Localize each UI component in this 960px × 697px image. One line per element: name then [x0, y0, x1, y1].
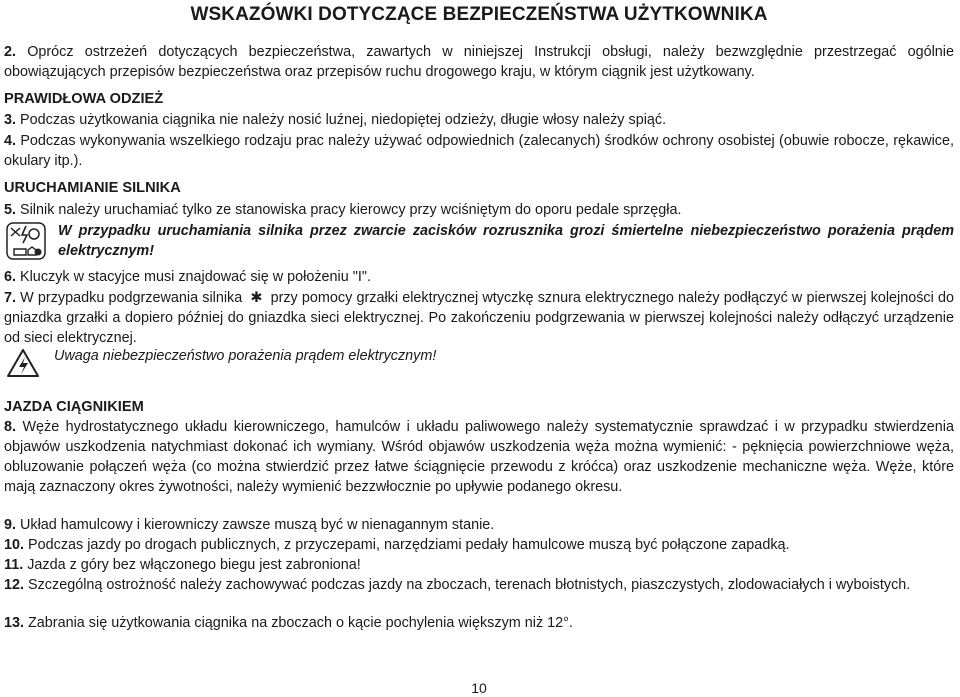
section-heading-engine-start: URUCHAMIANIE SILNIKA — [4, 180, 181, 196]
page-title: WSKAZÓWKI DOTYCZĄCE BEZPIECZEŃSTWA UŻYTKOWNIKA — [190, 4, 768, 25]
item-text: Jazda z góry bez włączonego biegu jest zabroniona! — [23, 557, 361, 573]
item-8 — [4, 417, 954, 497]
item-number: 8. — [4, 419, 17, 435]
item-number: 2. — [4, 44, 17, 60]
item-number: 3. — [4, 112, 17, 128]
item-text: Kluczyk w stacyjce musi znajdować się w położeniu "I". — [16, 269, 371, 285]
item-number: 6. — [4, 269, 17, 285]
item-text: przy pomocy grzałki elektrycznej wtyczkę sznura elektrycznego należy podłączyć w pierwszej kolejności do gniazdka grzałki a dopiero później do gniazdka sieci elektrycznej. Po zakończeniu podgrzewania w pierwszej kolejności należy odłączyć urządzenie od sieci elektrycznej. — [4, 290, 954, 346]
item-10 — [4, 535, 954, 555]
item-text: Szczególną ostrożność należy zachowywać podczas jazdy na zboczach, terenach błotnistych, piaszczystych, zlodowaciałych i wyboistych. — [24, 577, 911, 593]
item-3 — [4, 110, 954, 130]
item-text: Węże hydrostatycznego układu kierowniczego, hamulców i układu paliwowego należy systematycznie sprawdzać i w przypadku stwierdzenia objawów uszkodzenia natychmiast dokonać ich wymiany. Wśród objawów uszkodzenia węża można wymienić: - pęknięcia powierzchniowe węża, obluzowanie połączeń węża (co można stwierdzić przez łatwe ściągnięcie przewodu z króćca) oraz uszkodzenie mechaniczne węża. Węże, które mają zaznaczony okres żywotności, należy wymienić bezzwłocznie po upływie podanego okresu. — [4, 419, 954, 495]
section-heading-driving: JAZDA CIĄGNIKIEM — [4, 399, 144, 415]
item-5 — [4, 200, 954, 220]
item-number: 4. — [4, 133, 17, 149]
item-text: Zabrania się użytkowania ciągnika na zboczach o kącie pochylenia większym niż 12°. — [24, 615, 573, 631]
item-6 — [4, 267, 954, 287]
page-number: 10 — [471, 680, 487, 696]
warning-starter-text: W przypadku uruchamiania silnika przez zwarcie zacisków rozrusznika grozi śmiertelne niebezpieczeństwo porażenia prądem elektrycznym! — [58, 223, 954, 259]
item-12 — [4, 575, 954, 595]
snowflake-icon: ✱ — [250, 290, 263, 306]
item-9 — [4, 515, 954, 535]
manual-page — [4, 0, 954, 697]
item-number: 13. — [4, 615, 25, 631]
warning-shock-text: Uwaga niebezpieczeństwo porażenia prądem elektrycznym! — [54, 348, 437, 364]
section-heading-clothing: PRAWIDŁOWA ODZIEŻ — [4, 91, 164, 107]
item-13 — [4, 613, 954, 633]
item-number: 9. — [4, 517, 17, 533]
item-number: 12. — [4, 577, 25, 593]
item-text: Silnik należy uruchamiać tylko ze stanowiska pracy kierowcy przy wciśniętym do oporu pedale sprzęgła. — [16, 202, 682, 218]
item-number: 7. — [4, 290, 17, 306]
item-number: 11. — [4, 557, 24, 573]
item-text: Podczas wykonywania wszelkiego rodzaju prac należy używać odpowiednich (zalecanych) środków ochrony osobistej (obuwie robocze, rękawice, okulary itp.). — [4, 133, 954, 169]
item-text: Oprócz ostrzeżeń dotyczących bezpieczeństwa, zawartych w niniejszej Instrukcji obsługi, należy bezwzględnie przestrzegać ogólnie obowiązujących przepisów bezpieczeństwa oraz przepisów ruchu drogowego kraju, w którym ciągnik jest użytkowany. — [4, 44, 954, 80]
item-text: W przypadku podgrzewania silnika — [16, 290, 247, 306]
item-2 — [4, 42, 954, 82]
item-number: 10. — [4, 537, 25, 553]
item-text: Układ hamulcowy i kierowniczy zawsze muszą być w nienagannym stanie. — [16, 517, 495, 533]
item-11 — [4, 555, 954, 575]
item-text: Podczas jazdy po drogach publicznych, z przyczepami, narzędziami pedały hamulcowe muszą być połączone zapadką. — [24, 537, 790, 553]
item-7 — [4, 288, 954, 348]
item-4 — [4, 131, 954, 171]
item-text: Podczas użytkowania ciągnika nie należy nosić luźnej, niedopiętej odzieży, długie włosy należy spiąć. — [16, 112, 667, 128]
item-number: 5. — [4, 202, 17, 218]
high-voltage-warning-icon — [7, 348, 39, 378]
